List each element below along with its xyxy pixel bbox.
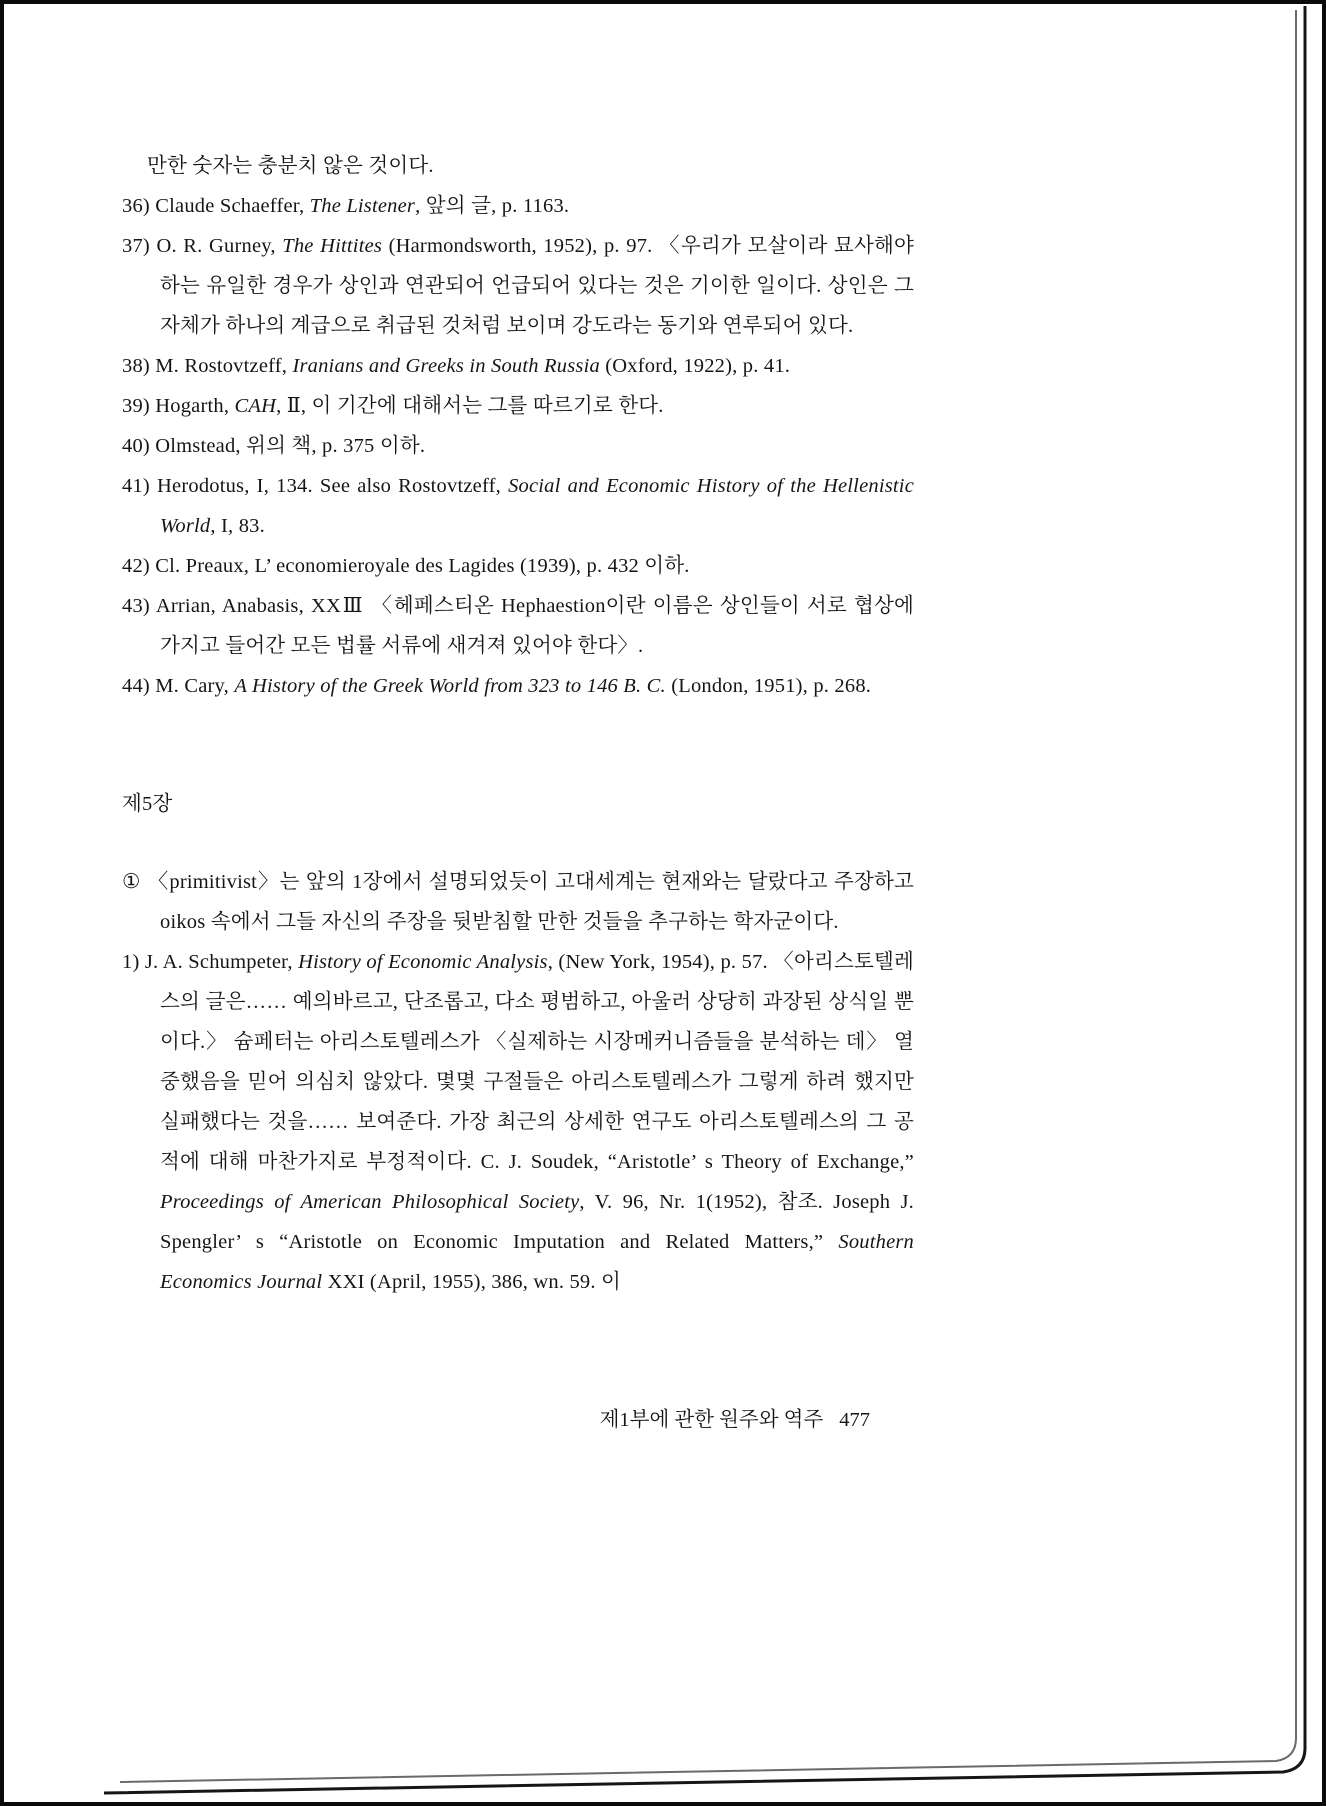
note-text: (London, 1951), p. 268. bbox=[665, 675, 872, 697]
note-text: XXI (April, 1955), 386, wn. 59. 이 bbox=[322, 1271, 622, 1293]
note-text: (Oxford, 1922), p. 41. bbox=[599, 355, 791, 377]
book-title: Social and Economic History of the Hellenistic World bbox=[160, 475, 914, 537]
note-text: 43) Arrian, Anabasis, XXⅢ 〈헤페스티온 Hephaestion이란 이름은 상인들이 서로 협상에 가지고 들어간 모든 법률 서류에 새겨져 있어야 한다〉. bbox=[122, 595, 914, 657]
note-text: , (New York, 1954), p. 57. 〈아리스토텔레스의 글은…… 예의바르고, 단조롭고, 다소 평범하고, 아울러 상당히 과장된 상식일 뿐이다.〉 슘페터는 아리스토텔레스가 〈실제하는 시장메커니즘들을 분석하는 데〉 열중했음을 믿어 의심치 않았다. 몇몇 구절들은 아리스토텔레스가 그렇게 하려 했지만 실패했다는 것을…… 보여준다. 가장 최근의 상세한 연구도 아리스토텔레스의 그 공적에 대해 마찬가지로 부정적이다. C. J. Soudek, “Aristotle’ s Theory of Exchange,” bbox=[160, 951, 914, 1173]
book-title: Iranians and Greeks in South Russia bbox=[292, 355, 600, 377]
note-text: , I, 83. bbox=[210, 515, 265, 537]
book-title: History of Economic Analysis bbox=[298, 951, 548, 973]
note-text: 만한 숫자는 충분치 않은 것이다. bbox=[147, 155, 434, 177]
endnote-paragraph bbox=[122, 546, 914, 586]
page-content bbox=[122, 146, 914, 1302]
endnote-paragraph bbox=[122, 942, 914, 1302]
endnote-paragraph bbox=[122, 666, 914, 706]
chapter-heading: 제5장 bbox=[122, 793, 173, 815]
note-text: 41) Herodotus, I, 134. See also Rostovtzeff, bbox=[122, 475, 509, 497]
note-text: , 앞의 글, p. 1163. bbox=[415, 195, 570, 217]
endnotes-block-part2 bbox=[122, 862, 914, 1302]
note-text: 44) M. Cary, bbox=[122, 675, 235, 697]
book-title: Proceedings of American Philosophical Society bbox=[160, 1191, 580, 1213]
book-title: The Listener bbox=[309, 195, 416, 217]
endnote-paragraph bbox=[122, 466, 914, 546]
endnotes-block-part1 bbox=[122, 146, 914, 706]
book-title: A History of the Greek World from 323 to 146 B. C. bbox=[234, 675, 666, 697]
endnote-paragraph bbox=[122, 426, 914, 466]
endnote-paragraph bbox=[122, 226, 914, 346]
note-text: , Ⅱ, 이 기간에 대해서는 그를 따르기로 한다. bbox=[276, 395, 664, 417]
note-text: 38) M. Rostovtzeff, bbox=[122, 355, 293, 377]
note-text: 42) Cl. Preaux, L’ economieroyale des Lagides (1939), p. 432 이하. bbox=[122, 555, 690, 577]
page-footer bbox=[122, 1400, 914, 1440]
endnote-paragraph bbox=[122, 862, 914, 942]
endnote-paragraph bbox=[122, 386, 914, 426]
page-number: 477 bbox=[839, 1409, 870, 1431]
note-text: 39) Hogarth, bbox=[122, 395, 235, 417]
note-text: , V. 96, Nr. 1(1952), 참조. Joseph J. Spengler’ s “Aristotle on Economic Imputation and Related Matters,” bbox=[160, 1191, 914, 1253]
book-title: CAH bbox=[234, 395, 277, 417]
endnote-paragraph bbox=[122, 186, 914, 226]
endnote-paragraph bbox=[122, 586, 914, 666]
endnote-paragraph bbox=[122, 146, 914, 186]
note-text: 40) Olmstead, 위의 책, p. 375 이하. bbox=[122, 435, 426, 457]
footer-label: 제1부에 관한 원주와 역주 bbox=[599, 1409, 824, 1431]
endnote-paragraph bbox=[122, 346, 914, 386]
note-text: 36) Claude Schaeffer, bbox=[122, 195, 310, 217]
note-text: 37) O. R. Gurney, bbox=[122, 235, 283, 257]
book-title: The Hittites bbox=[282, 235, 383, 257]
book-title: Southern Economics Journal bbox=[160, 1231, 914, 1293]
note-text: 1) J. A. Schumpeter, bbox=[122, 951, 299, 973]
note-text: ① 〈primitivist〉는 앞의 1장에서 설명되었듯이 고대세계는 현재와는 달랐다고 주장하고 oikos 속에서 그들 자신의 주장을 뒷받침할 만한 것들을 추구하는 학자군이다. bbox=[122, 871, 914, 933]
note-text: (Harmondsworth, 1952), p. 97. 〈우리가 모살이라 묘사해야 하는 유일한 경우가 상인과 연관되어 언급되어 있다는 것은 기이한 일이다. 상인은 그 자체가 하나의 계급으로 취급된 것처럼 보이며 강도라는 동기와 연루되어 있다. bbox=[160, 235, 915, 337]
